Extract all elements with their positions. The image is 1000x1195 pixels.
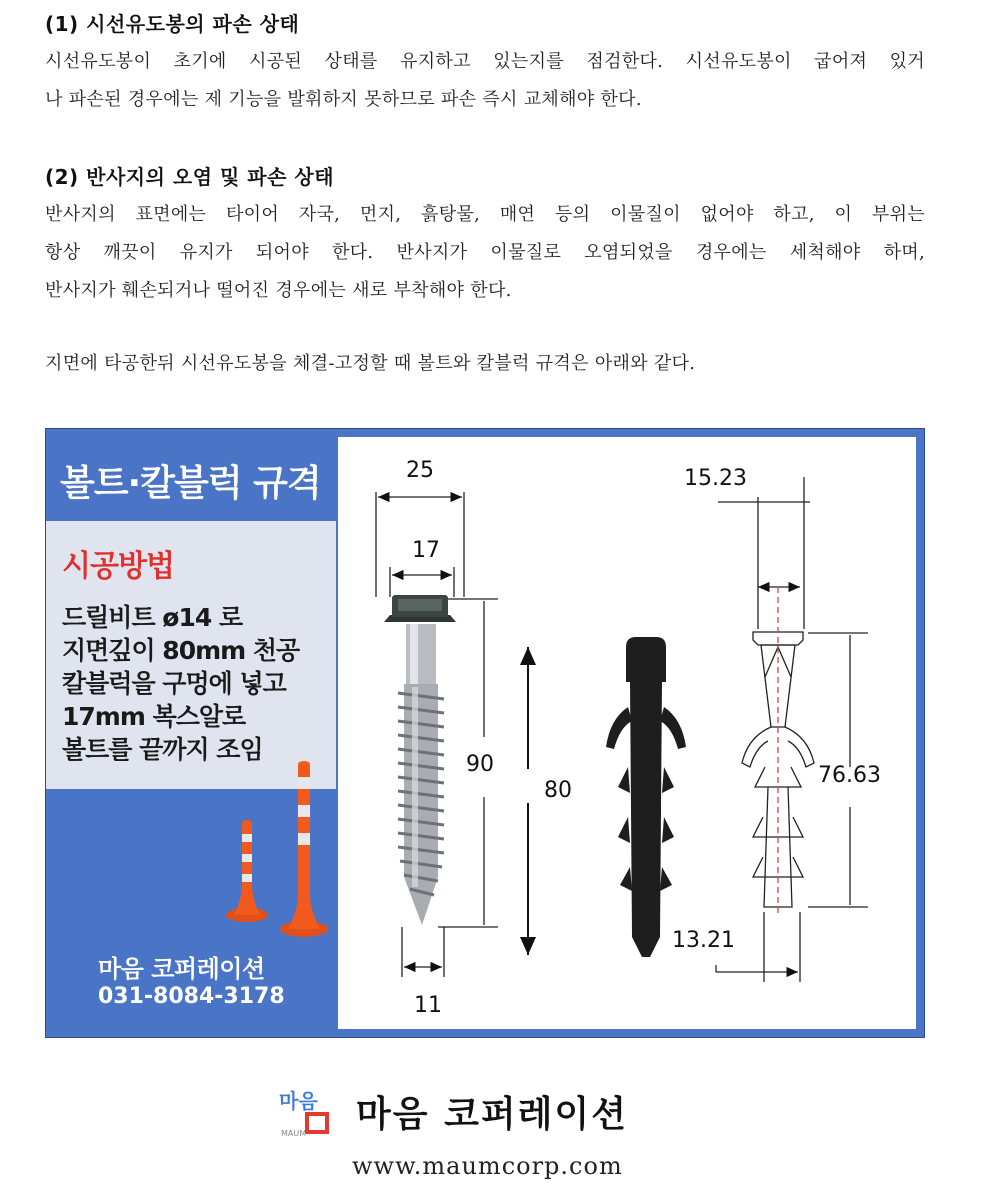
wall-plug-icon xyxy=(606,637,686,957)
bolt-icon xyxy=(384,595,456,925)
plug-outline xyxy=(716,477,868,982)
dim-plug-length: 76.63 xyxy=(818,763,881,788)
paragraph-line: 시선유도봉이 초기에 시공된 상태를 유지하고 있는지를 점검한다. 시선유도봉이 굽어져 있거 xyxy=(45,51,925,72)
logo-text: 마음 xyxy=(279,1089,318,1113)
paragraph-line: 항상 깨끗이 유지가 되어야 한다. 반사지가 이물질로 오염되었을 경우에는 세척해야 하며, xyxy=(45,242,925,263)
paragraph-line: 지면에 타공한뒤 시선유도봉을 체결-고정할 때 볼트와 칼블럭 규격은 아래와 같다. xyxy=(45,353,696,374)
section-paragraph-reflector xyxy=(45,196,925,310)
method-step: 지면깊이 80mm 천공 xyxy=(62,636,300,665)
section-paragraph-damage xyxy=(45,43,925,119)
small-bollard-icon xyxy=(226,820,268,922)
footer-website: www.maumcorp.com xyxy=(352,1152,623,1180)
dim-bolt-tip: 11 xyxy=(414,993,442,1018)
method-steps xyxy=(62,601,299,766)
figure-left-panel xyxy=(46,429,336,1039)
figure-intro xyxy=(45,345,925,383)
figure-company-name: 마음 코퍼레이션 xyxy=(98,955,265,983)
method-box xyxy=(46,521,336,789)
logo-subtext: MAUM xyxy=(281,1129,307,1138)
section-title-damage: (1) 시선유도봉의 파손 상태 xyxy=(45,12,300,36)
method-step: 17mm 복스알로 xyxy=(62,702,246,731)
section-title-reflector: (2) 반사지의 오염 및 파손 상태 xyxy=(45,165,335,189)
method-step: 드릴비트 ø14 로 xyxy=(62,603,243,632)
dim-plug-bottom: 13.21 xyxy=(672,928,735,953)
method-step: 볼트를 끝까지 조임 xyxy=(62,735,263,764)
dim-bolt-length: 90 xyxy=(466,752,494,777)
dim-bolt-hex: 17 xyxy=(412,538,440,563)
figure-company-phone: 031-8084-3178 xyxy=(98,984,285,1009)
paragraph-line: 나 파손된 경우에는 제 기능을 발휘하지 못하므로 파손 즉시 교체해야 한다. xyxy=(45,89,642,110)
paragraph-line: 반사지가 훼손되거나 떨어진 경우에는 새로 부착해야 한다. xyxy=(45,280,512,301)
dim-plug-top: 15.23 xyxy=(684,466,747,491)
dim-bolt-head: 25 xyxy=(406,458,434,483)
dim-anchor-length: 80 xyxy=(544,778,572,803)
paragraph-line: 반사지의 표면에는 타이어 자국, 먼지, 흙탕물, 매연 등의 이물질이 없어야 하고, 이 부위는 xyxy=(45,204,925,225)
method-step: 칼블럭을 구멍에 넣고 xyxy=(62,669,286,698)
spec-figure xyxy=(45,428,925,1038)
figure-drawing-panel xyxy=(338,437,916,1029)
footer-company-name: 마음 코퍼레이션 xyxy=(356,1093,628,1135)
technical-drawing xyxy=(338,437,916,1029)
maum-logo xyxy=(279,1088,333,1140)
method-heading: 시공방법 xyxy=(62,549,174,584)
figure-title: 볼트·칼블럭 규격 xyxy=(60,463,321,504)
